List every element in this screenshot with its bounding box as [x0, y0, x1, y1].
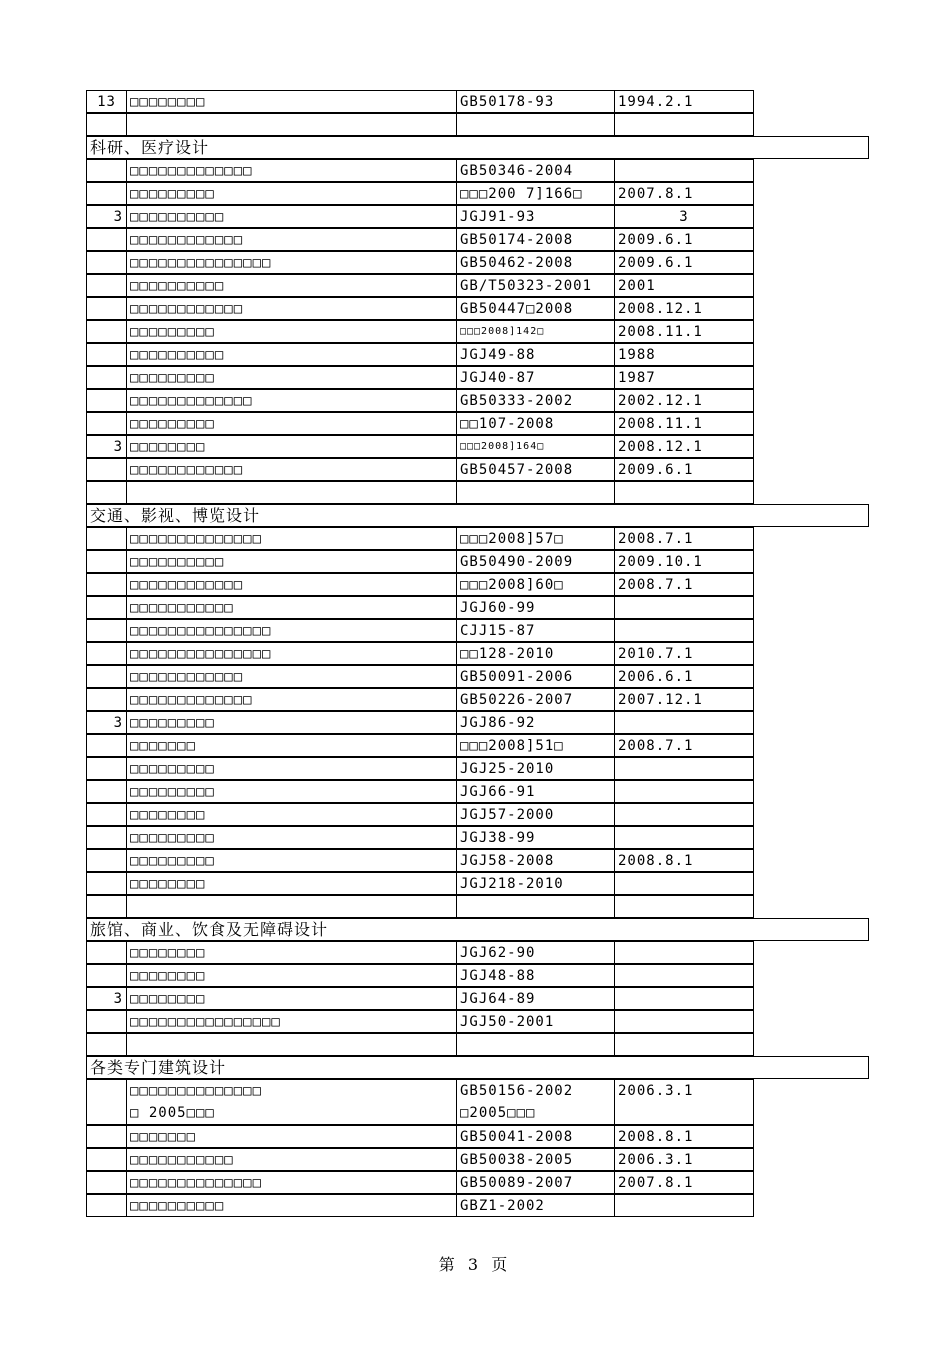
- standard-name-cell: □□□□□□□: [126, 1125, 456, 1148]
- standard-name-cell: [126, 113, 456, 136]
- standard-name-cell: □□□□□□□□□□□□□: [126, 389, 456, 412]
- row-number-cell: 3: [86, 711, 126, 734]
- standard-code-cell: [456, 1079, 614, 1125]
- standard-code-cell: GBZ1-2002: [456, 1194, 614, 1217]
- footer-suffix: 页: [491, 1255, 512, 1274]
- row-number-cell: [86, 113, 126, 136]
- standard-name-cell: □□□□□□□□□: [126, 320, 456, 343]
- standard-name-cell: □□□□□□□□: [126, 435, 456, 458]
- standard-name-cell: □□□□□□□□□□□□: [126, 297, 456, 320]
- row-number-cell: [86, 895, 126, 918]
- effective-date-cell: [614, 1194, 754, 1217]
- name-line: □ 2005□□□: [130, 1105, 215, 1121]
- row-number-cell: [86, 527, 126, 550]
- standard-name-cell: □□□□□□□□□□□□: [126, 458, 456, 481]
- effective-date-cell: [614, 941, 754, 964]
- effective-date-cell: 2006.3.1: [614, 1148, 754, 1171]
- standard-code-cell: □□□200 7]166□: [456, 182, 614, 205]
- standard-code-cell: □□□2008]164□: [456, 435, 614, 458]
- effective-date-cell: [614, 757, 754, 780]
- standard-code-cell: □□□2008]57□: [456, 527, 614, 550]
- standard-code-cell: JGJ48-88: [456, 964, 614, 987]
- row-number-cell: [86, 1171, 126, 1194]
- standard-name-cell: □□□□□□□□□□□□□□□□: [126, 1010, 456, 1033]
- effective-date-cell: [614, 481, 754, 504]
- standard-code-cell: JGJ40-87: [456, 366, 614, 389]
- effective-date-cell: 2008.7.1: [614, 527, 754, 550]
- standard-name-cell: □□□□□□□□□□□□□□□: [126, 642, 456, 665]
- standard-code-cell: JGJ57-2000: [456, 803, 614, 826]
- standard-name-cell: [126, 1033, 456, 1056]
- row-number-cell: [86, 1125, 126, 1148]
- standard-code-cell: GB50333-2002: [456, 389, 614, 412]
- standard-name-cell: □□□□□□□□□: [126, 780, 456, 803]
- standard-code-cell: GB50038-2005: [456, 1148, 614, 1171]
- standard-code-cell: [456, 113, 614, 136]
- row-number-cell: [86, 182, 126, 205]
- effective-date-cell: [614, 596, 754, 619]
- standard-name-cell: □□□□□□□□□□: [126, 550, 456, 573]
- standard-name-cell: □□□□□□□□: [126, 964, 456, 987]
- row-number-cell: [86, 274, 126, 297]
- effective-date-cell: [614, 1033, 754, 1056]
- standard-code-cell: JGJ58-2008: [456, 849, 614, 872]
- standard-name-cell: □□□□□□□□□□□□□□: [126, 1171, 456, 1194]
- row-number-cell: [86, 343, 126, 366]
- row-number-cell: [86, 1033, 126, 1056]
- row-number-cell: [86, 412, 126, 435]
- row-number-cell: [86, 872, 126, 895]
- effective-date-cell: 2008.8.1: [614, 849, 754, 872]
- row-number-cell: [86, 550, 126, 573]
- standard-name-cell: □□□□□□□□□: [126, 711, 456, 734]
- standard-name-cell: □□□□□□□□: [126, 987, 456, 1010]
- effective-date-cell: [614, 872, 754, 895]
- standard-name-cell: □□□□□□□□: [126, 941, 456, 964]
- standard-name-cell: □□□□□□□□□□□: [126, 1148, 456, 1171]
- row-number-cell: 3: [86, 435, 126, 458]
- effective-date-cell: 1988: [614, 343, 754, 366]
- section-header: 交通、影视、博览设计: [86, 504, 869, 527]
- standard-code-cell: JGJ25-2010: [456, 757, 614, 780]
- effective-date-cell: 2009.6.1: [614, 228, 754, 251]
- standard-code-cell: JGJ38-99: [456, 826, 614, 849]
- standard-code-cell: JGJ64-89: [456, 987, 614, 1010]
- standard-name-cell: □□□□□□□□□□□: [126, 596, 456, 619]
- row-number-cell: [86, 665, 126, 688]
- standard-code-cell: GB50457-2008: [456, 458, 614, 481]
- standard-name-cell: □□□□□□□□□□: [126, 1194, 456, 1217]
- standard-name-cell: □□□□□□□□□□: [126, 274, 456, 297]
- row-number-cell: [86, 228, 126, 251]
- effective-date-cell: 2001: [614, 274, 754, 297]
- effective-date-cell: 2008.11.1: [614, 412, 754, 435]
- row-number-cell: [86, 849, 126, 872]
- standard-code-cell: □□□2008]60□: [456, 573, 614, 596]
- effective-date-cell: [614, 803, 754, 826]
- effective-date-cell: 2010.7.1: [614, 642, 754, 665]
- effective-date-cell: [614, 711, 754, 734]
- standard-name-cell: □□□□□□□□□: [126, 826, 456, 849]
- standard-code-cell: GB50346-2004: [456, 159, 614, 182]
- standard-code-cell: GB50226-2007: [456, 688, 614, 711]
- row-number-cell: [86, 389, 126, 412]
- effective-date-cell: [614, 1010, 754, 1033]
- standard-code-cell: GB50174-2008: [456, 228, 614, 251]
- effective-date-cell: [614, 987, 754, 1010]
- standard-code-cell: [456, 481, 614, 504]
- standard-name-cell: □□□□□□□□: [126, 872, 456, 895]
- standard-code-cell: [456, 895, 614, 918]
- effective-date-cell: 1987: [614, 366, 754, 389]
- standard-code-cell: □□□2008]142□: [456, 320, 614, 343]
- standard-name-cell: □□□□□□□□□□□□: [126, 665, 456, 688]
- row-number-cell: 3: [86, 205, 126, 228]
- effective-date-cell: 2008.12.1: [614, 297, 754, 320]
- row-number-cell: [86, 1010, 126, 1033]
- row-number-cell: [86, 297, 126, 320]
- standard-code-cell: JGJ60-99: [456, 596, 614, 619]
- standard-code-cell: JGJ50-2001: [456, 1010, 614, 1033]
- effective-date-cell: 2007.8.1: [614, 182, 754, 205]
- standard-name-cell: □□□□□□□□□: [126, 412, 456, 435]
- effective-date-cell: [614, 826, 754, 849]
- effective-date-cell: 2009.10.1: [614, 550, 754, 573]
- effective-date-cell: 2006.3.1: [614, 1079, 754, 1125]
- effective-date-cell: [614, 619, 754, 642]
- standard-name-cell: □□□□□□□□: [126, 90, 456, 113]
- effective-date-cell: 2007.8.1: [614, 1171, 754, 1194]
- effective-date-cell: 2009.6.1: [614, 251, 754, 274]
- row-number-cell: [86, 803, 126, 826]
- row-number-cell: 13: [86, 90, 126, 113]
- standard-name-cell: □□□□□□□□□: [126, 182, 456, 205]
- row-number-cell: [86, 320, 126, 343]
- row-number-cell: [86, 481, 126, 504]
- section-header: 旅馆、商业、饮食及无障碍设计: [86, 918, 869, 941]
- standard-code-cell: JGJ66-91: [456, 780, 614, 803]
- footer-prefix: 第: [438, 1255, 459, 1274]
- standard-code-cell: GB/T50323-2001: [456, 274, 614, 297]
- effective-date-cell: 2007.12.1: [614, 688, 754, 711]
- row-number-cell: [86, 366, 126, 389]
- effective-date-cell: 2008.11.1: [614, 320, 754, 343]
- standard-code-cell: JGJ62-90: [456, 941, 614, 964]
- standard-name-cell: □□□□□□□□□: [126, 849, 456, 872]
- standard-code-cell: JGJ91-93: [456, 205, 614, 228]
- standard-name-cell: [126, 481, 456, 504]
- effective-date-cell: [614, 964, 754, 987]
- effective-date-cell: 2002.12.1: [614, 389, 754, 412]
- row-number-cell: 3: [86, 987, 126, 1010]
- section-header: 各类专门建筑设计: [86, 1056, 869, 1079]
- standard-name-cell: □□□□□□□□□□□□□: [126, 688, 456, 711]
- footer-page-number: 3: [467, 1255, 483, 1274]
- effective-date-cell: [614, 780, 754, 803]
- standard-code-cell: □□□2008]51□: [456, 734, 614, 757]
- standard-name-cell: □□□□□□□□□□□□□□□: [126, 619, 456, 642]
- row-number-cell: [86, 251, 126, 274]
- standard-code-cell: CJJ15-87: [456, 619, 614, 642]
- standard-code-cell: [456, 1033, 614, 1056]
- row-number-cell: [86, 619, 126, 642]
- row-number-cell: [86, 1148, 126, 1171]
- standard-code-cell: GB50091-2006: [456, 665, 614, 688]
- row-number-cell: [86, 964, 126, 987]
- name-line: □□□□□□□□□□□□□□: [130, 1083, 263, 1099]
- standard-code-cell: □□128-2010: [456, 642, 614, 665]
- standard-name-cell: □□□□□□□□□: [126, 757, 456, 780]
- row-number-cell: [86, 642, 126, 665]
- standard-code-cell: JGJ49-88: [456, 343, 614, 366]
- standard-name-cell: □□□□□□□□□□□□: [126, 228, 456, 251]
- standard-code-cell: GB50089-2007: [456, 1171, 614, 1194]
- standard-code-cell: GB50462-2008: [456, 251, 614, 274]
- standard-name-cell: □□□□□□□: [126, 734, 456, 757]
- effective-date-cell: [614, 113, 754, 136]
- code-line: □2005□□□: [460, 1105, 536, 1121]
- row-number-cell: [86, 780, 126, 803]
- standard-code-cell: GB50490-2009: [456, 550, 614, 573]
- effective-date-cell: 2009.6.1: [614, 458, 754, 481]
- standard-code-cell: GB50178-93: [456, 90, 614, 113]
- row-number-cell: [86, 734, 126, 757]
- standard-code-cell: JGJ86-92: [456, 711, 614, 734]
- row-number-cell: [86, 1079, 126, 1125]
- standard-code-cell: □□107-2008: [456, 412, 614, 435]
- standard-code-cell: JGJ218-2010: [456, 872, 614, 895]
- row-number-cell: [86, 826, 126, 849]
- row-number-cell: [86, 159, 126, 182]
- standard-name-cell: □□□□□□□□□: [126, 366, 456, 389]
- standard-name-cell: □□□□□□□□□□□□□□: [126, 527, 456, 550]
- row-number-cell: [86, 941, 126, 964]
- standard-name-cell: □□□□□□□□□□□□: [126, 573, 456, 596]
- standard-name-cell: □□□□□□□□□□: [126, 343, 456, 366]
- page-footer: [0, 1252, 950, 1275]
- row-number-cell: [86, 1194, 126, 1217]
- standard-name-cell: [126, 895, 456, 918]
- row-number-cell: [86, 573, 126, 596]
- effective-date-cell: 2008.8.1: [614, 1125, 754, 1148]
- section-header: 科研、医疗设计: [86, 136, 869, 159]
- effective-date-cell: 1994.2.1: [614, 90, 754, 113]
- standard-name-cell: □□□□□□□□□□□□□: [126, 159, 456, 182]
- effective-date-cell: 2008.7.1: [614, 734, 754, 757]
- effective-date-cell: 2006.6.1: [614, 665, 754, 688]
- row-number-cell: [86, 688, 126, 711]
- effective-date-cell: [614, 159, 754, 182]
- row-number-cell: [86, 458, 126, 481]
- standard-name-cell: □□□□□□□□□□: [126, 205, 456, 228]
- standard-name-cell: □□□□□□□□□□□□□□□: [126, 251, 456, 274]
- code-line: GB50156-2002: [460, 1083, 574, 1099]
- standard-name-cell: □□□□□□□□: [126, 803, 456, 826]
- standard-code-cell: GB50041-2008: [456, 1125, 614, 1148]
- row-number-cell: [86, 757, 126, 780]
- standard-name-cell: [126, 1079, 456, 1125]
- effective-date-cell: [614, 895, 754, 918]
- effective-date-cell: 3: [614, 205, 754, 228]
- effective-date-cell: 2008.7.1: [614, 573, 754, 596]
- effective-date-cell: 2008.12.1: [614, 435, 754, 458]
- standard-code-cell: GB50447□2008: [456, 297, 614, 320]
- row-number-cell: [86, 596, 126, 619]
